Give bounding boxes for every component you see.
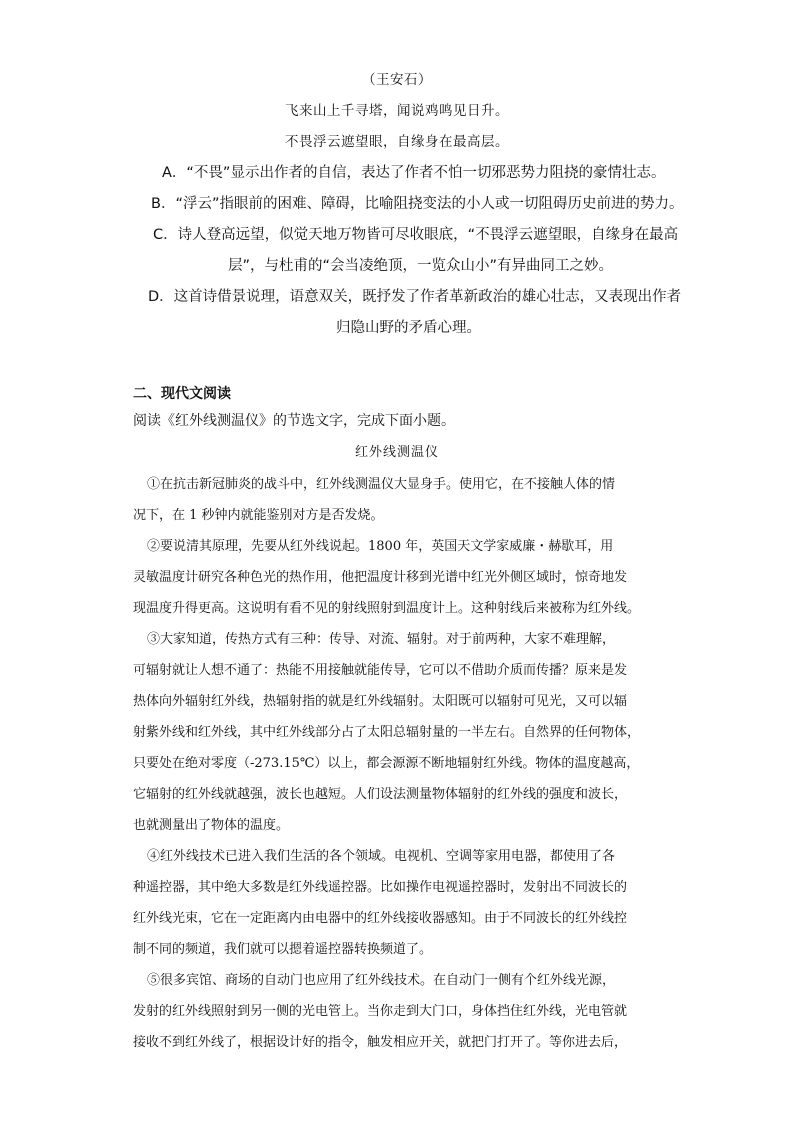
option-a: A．“不畏”显示出作者的自信，表达了作者不怕一切邪恶势力阻挠的豪情壮志。 <box>162 165 666 181</box>
section-instruction: 阅读《红外线测温仪》的节选文字，完成下面小题。 <box>133 413 455 429</box>
poem-line-1: 飞来山上千寻塔，闻说鸡鸣见日升。 <box>285 103 509 119</box>
option-d-line-2: 归隐山野的矛盾心理。 <box>336 320 481 336</box>
article-line: 只要处在绝对零度（-273.15℃）以上，都会源源不断地辐射红外线。物体的温度越高， <box>133 756 640 771</box>
article-line: 灵敏温度计研究各种色光的热作用，他把温度计移到光谱中红光外侧区域时，惊奇地发 <box>133 570 628 585</box>
article-line: ④红外线技术已进入我们生活的各个领域。电视机、空调等家用电器，都使用了各 <box>147 849 616 864</box>
article-line: 也就测量出了物体的温度。 <box>133 818 290 833</box>
article-line: 射紫外线和红外线，其中红外线部分占了太阳总辐射量的一半左右。自然界的任何物体， <box>133 725 641 740</box>
section-heading: 二、现代文阅读 <box>133 386 231 402</box>
article-line: ③大家知道，传热方式有三种：传导、对流、辐射。对于前两种，大家不难理解， <box>147 632 616 647</box>
option-c-line-1: C．诗人登高远望，似觉天地万物皆可尽收眼底，“不畏浮云遮望眼，自缘身在最高 <box>153 227 679 243</box>
option-d-line-1: D．这首诗借景说理，语意双关，既抒发了作者革新政治的雄心壮志，又表现出作者 <box>148 289 682 305</box>
article-line: 况下，在 1 秒钟内就能鉴别对方是否发烧。 <box>133 508 384 523</box>
article-line: 种遥控器，其中绝大多数是红外线遥控器。比如操作电视遥控器时，发射出不同波长的 <box>133 880 628 895</box>
article-line: 制不同的频道，我们就可以摁着遥控器转换频道了。 <box>133 942 433 957</box>
article-line: 现温度升得更高。这说明有看不见的射线照射到温度计上。这种射线后来被称为红外线。 <box>133 601 641 616</box>
article-title: 红外线测温仪 <box>354 445 439 460</box>
article-line: 接收不到红外线了，根据设计好的指令，触发相应开关，就把门打开了。等你进去后， <box>133 1035 628 1050</box>
option-b: B．“浮云”指眼前的困难、障碍，比喻阻挠变法的小人或一切阻碍历史前进的势力。 <box>151 196 684 212</box>
poem-author: （王安石） <box>362 72 432 88</box>
article-line: ②要说清其原理，先要从红外线说起。1800 年，英国天文学家威廉・赫歇耳，用 <box>147 539 614 554</box>
article-line: 热体向外辐射红外线，热辐射指的就是红外线辐射。太阳既可以辐射可见光，又可以辐 <box>133 694 628 709</box>
article-line: 它辐射的红外线就越强，波长也越短。人们设法测量物体辐射的红外线的强度和波长， <box>133 787 628 802</box>
article-line: 可辐射就让人想不通了：热能不用接触就能传导，它可以不借助介质而传播？原来是发 <box>133 663 628 678</box>
article-line: ①在抗击新冠肺炎的战斗中，红外线测温仪大显身手。使用它，在不接触人体的情 <box>147 477 616 492</box>
article-line: 红外线光束，它在一定距离内由电器中的红外线接收器感知。由于不同波长的红外线控 <box>133 911 628 926</box>
article-line: ⑤很多宾馆、商场的自动门也应用了红外线技术。在自动门一侧有个红外线光源， <box>147 973 616 988</box>
poem-line-2: 不畏浮云遮望眼，自缘身在最高层。 <box>285 134 509 150</box>
article-line: 发射的红外线照射到另一侧的光电管上。当你走到大门口，身体挡住红外线，光电管就 <box>133 1004 628 1019</box>
option-c-line-2: 层”，与杜甫的“会当凌绝顶，一览众山小”有异曲同工之妙。 <box>228 258 614 274</box>
